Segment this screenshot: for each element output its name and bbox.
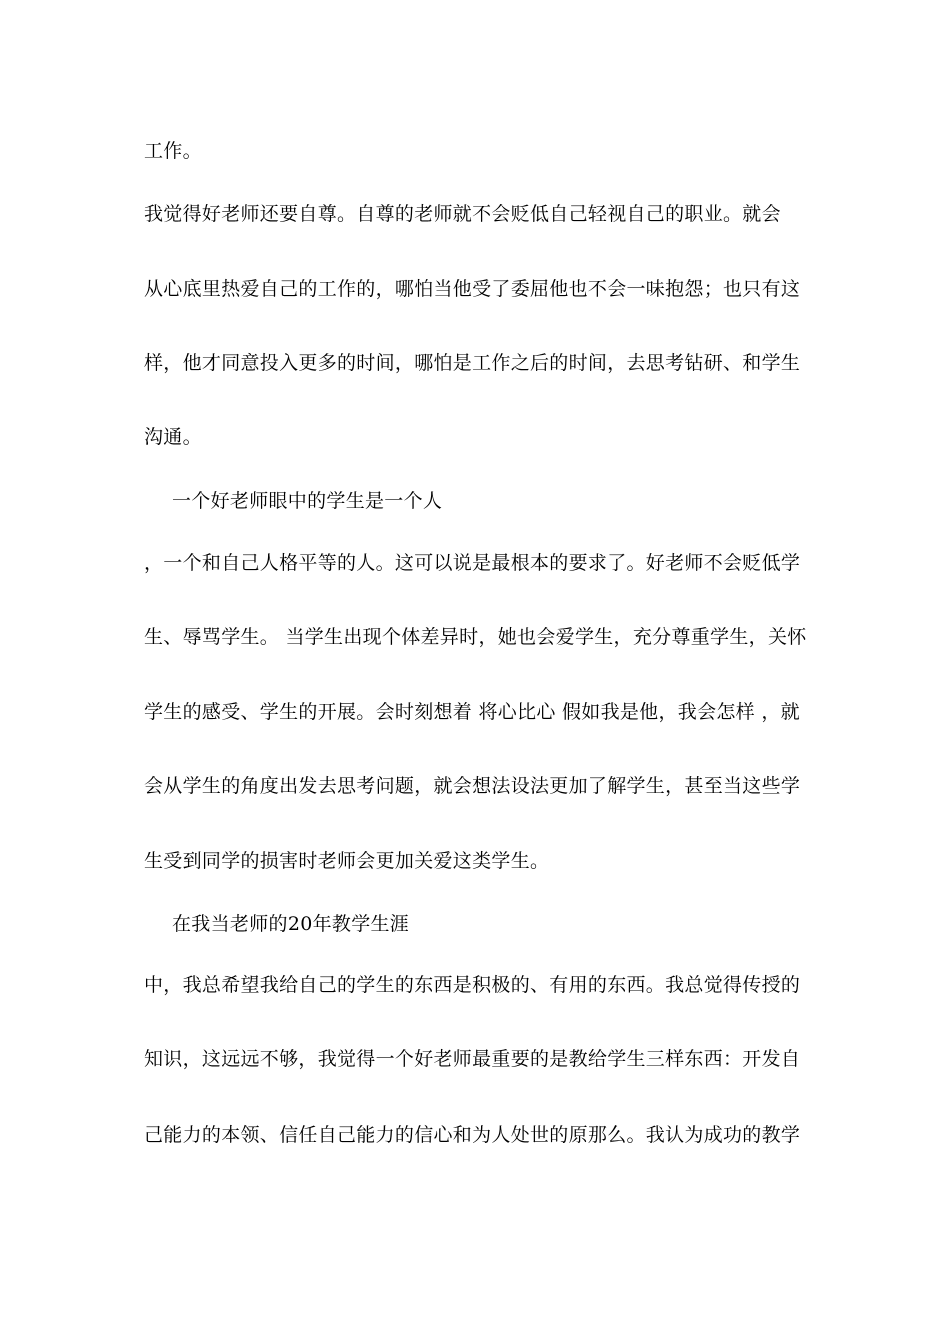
paragraph-line: 我觉得好老师还要自尊。自尊的老师就不会贬低自己轻视自己的职业。就会 (144, 203, 781, 225)
text-line: 沟通。 (144, 426, 202, 448)
text-line: 学生的感受、学生的开展。会时刻想着 将心比心 假如我是他，我会怎样 ，就 (144, 701, 800, 723)
text-line: 知识，这远远不够，我觉得一个好老师最重要的是教给学生三样东西：开发自 (144, 1048, 801, 1070)
text-line: 生、辱骂学生。 当学生出现个体差异时，她也会爱学生，充分尊重学生，关怀 (144, 626, 807, 648)
paragraph-line: 一个好老师眼中的学生是一个人 (172, 490, 443, 512)
text-line: 中，我总希望我给自己的学生的东西是积极的、有用的东西。我总觉得传授的 (144, 974, 801, 996)
text-line: 从心底里热爱自己的工作的，哪怕当他受了委屈他也不会一味抱怨；也只有这 (144, 278, 801, 300)
text-line: ，一个和自己人格平等的人。这可以说是最根本的要求了。好老师不会贬低学 (144, 552, 801, 574)
text-line: 工作。 (144, 140, 202, 162)
text-line: 生受到同学的损害时老师会更加关爱这类学生。 (144, 850, 550, 872)
text-line: 己能力的本领、信任自己能力的信心和为人处世的原那么。我认为成功的教学 (144, 1124, 801, 1146)
paragraph-line (172, 912, 409, 936)
text-segment: 在我当老师的 (172, 913, 288, 935)
text-line: 样，他才同意投入更多的时间，哪怕是工作之后的时间，去思考钻研、和学生 (144, 352, 801, 374)
text-line: 会从学生的角度出发去思考问题，就会想法设法更加了解学生，甚至当这些学 (144, 775, 801, 797)
year-number: 20 (287, 913, 313, 935)
text-segment: 年教学生涯 (312, 913, 410, 935)
